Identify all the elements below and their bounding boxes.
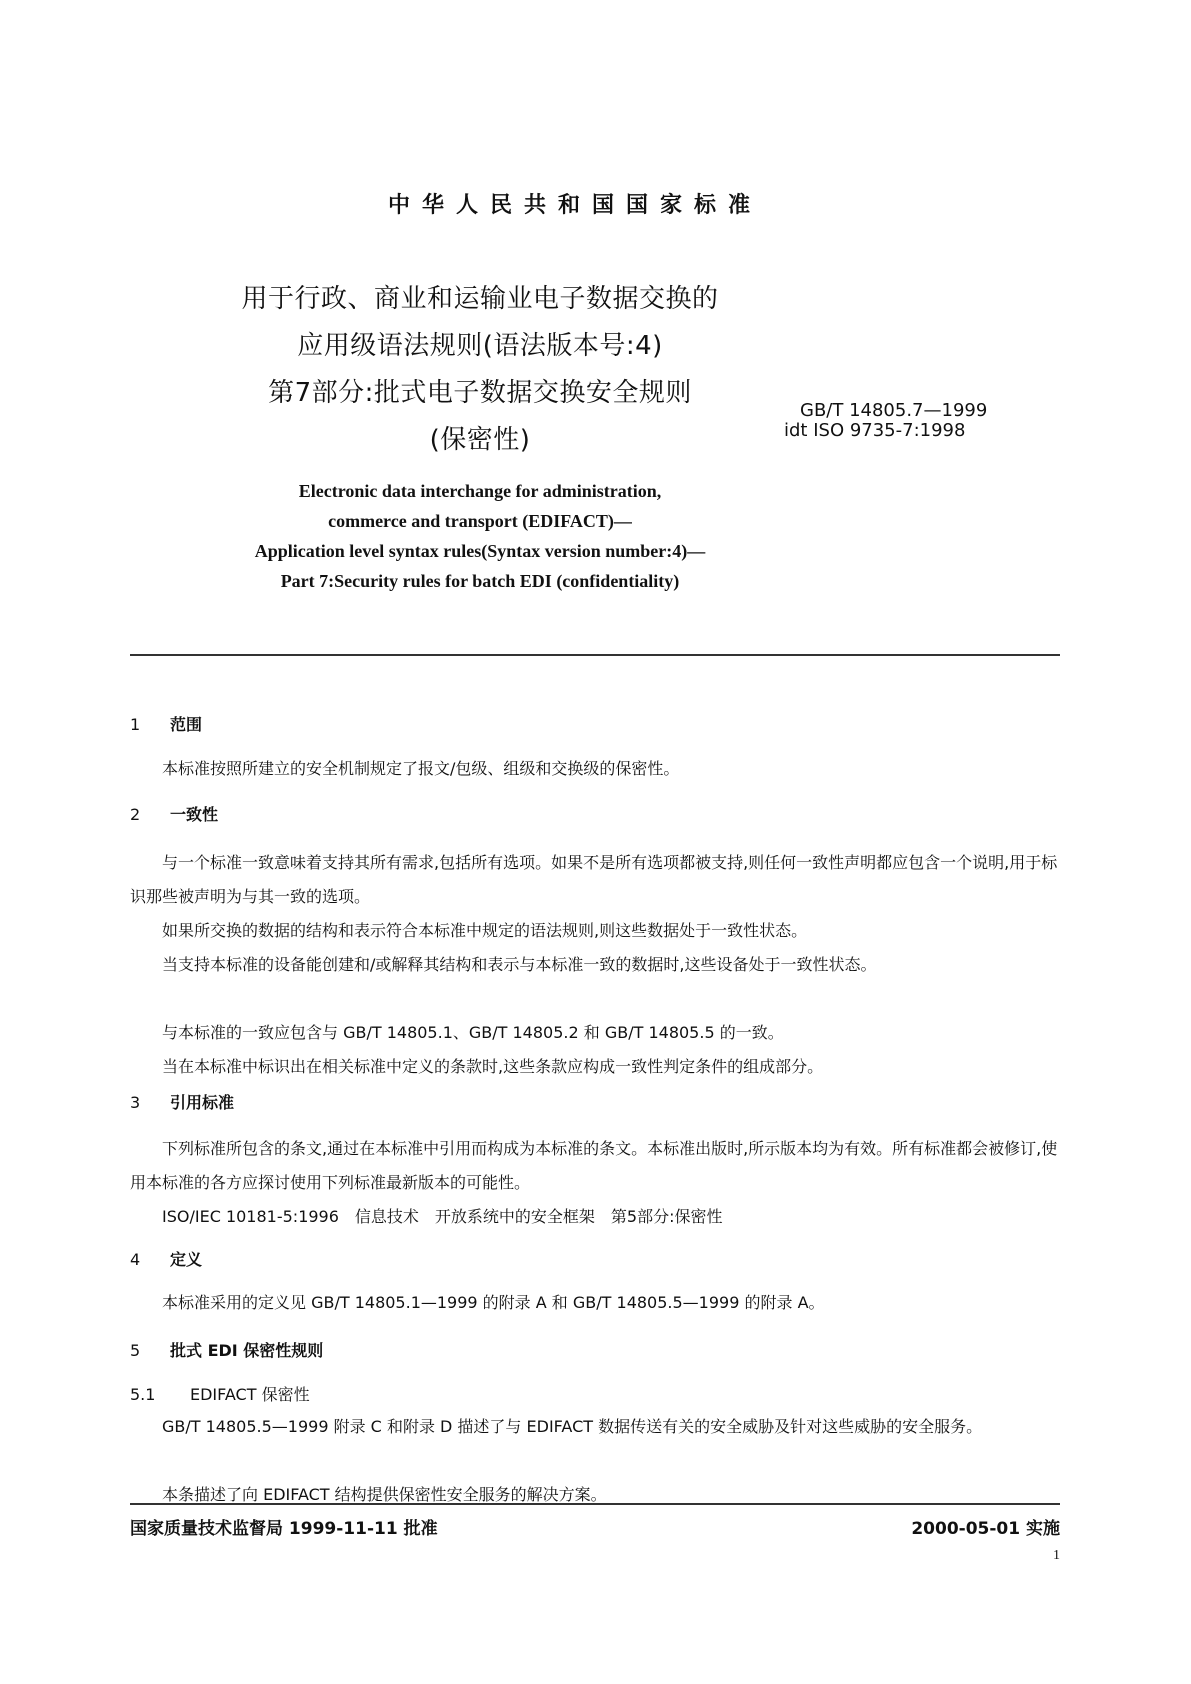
section-number: 3 xyxy=(130,1093,141,1112)
reference-item: ISO/IEC 10181-5:1996 信息技术 开放系统中的安全框架 第5部分:保密性 xyxy=(162,1207,723,1226)
paragraph: 当在本标准中标识出在相关标准中定义的条款时,这些条款应构成一致性判定条件的组成部分。 xyxy=(162,1057,824,1076)
chinese-title-line-4: (保密性) xyxy=(429,425,531,455)
paragraph: 与一个标准一致意味着支持其所有需求,包括所有选项。如果不是所有选项都被支持,则任何一致性声明都应包含一个说明,用于标识那些被声明为与其一致的选项。 xyxy=(130,853,1058,906)
chinese-title-line-1: 用于行政、商业和运输业电子数据交换的 xyxy=(241,284,719,314)
section-title: 引用标准 xyxy=(170,1093,235,1112)
chinese-title-line-2: 应用级语法规则(语法版本号:4) xyxy=(297,331,663,361)
national-standard-heading: 中华人民共和国国家标准 xyxy=(387,193,762,218)
standard-code: GB/T 14805.7—1999 xyxy=(800,400,988,421)
paragraph: 本条描述了向 EDIFACT 结构提供保密性安全服务的解决方案。 xyxy=(162,1485,607,1504)
paragraph: 本标准按照所建立的安全机制规定了报文/包级、组级和交换级的保密性。 xyxy=(162,759,680,778)
english-title-line-4: Part 7:Security rules for batch EDI (confidentiality) xyxy=(280,571,680,591)
section-number: 5 xyxy=(130,1341,141,1360)
chinese-title-line-3: 第7部分:批式电子数据交换安全规则 xyxy=(268,378,692,408)
paragraph: GB/T 14805.5—1999 附录 C 和附录 D 描述了与 EDIFACT 数据传送有关的安全威胁及针对这些威胁的安全服务。 xyxy=(162,1417,983,1436)
section-number: 4 xyxy=(130,1250,141,1269)
section-heading-1 xyxy=(130,712,202,735)
section-heading-5 xyxy=(130,1338,323,1361)
section-heading-4 xyxy=(130,1247,202,1270)
effective-date: 2000-05-01 实施 xyxy=(911,1519,1060,1539)
subsection-number: 5.1 xyxy=(130,1385,156,1404)
section-heading-3 xyxy=(130,1090,234,1113)
footer-divider xyxy=(130,1503,1060,1505)
section-number: 2 xyxy=(130,805,141,824)
idt-reference: idt ISO 9735-7:1998 xyxy=(784,420,966,441)
paragraph: 下列标准所包含的条文,通过在本标准中引用而构成为本标准的条文。本标准出版时,所示版本均为有效。所有标准都会被修订,使用本标准的各方应探讨使用下列标准最新版本的可能性。 xyxy=(130,1139,1058,1192)
english-title-line-2: commerce and transport (EDIFACT)— xyxy=(328,511,632,531)
section-title: 一致性 xyxy=(170,805,219,824)
paragraph: 与本标准的一致应包含与 GB/T 14805.1、GB/T 14805.2 和 GB/T 14805.5 的一致。 xyxy=(162,1023,784,1042)
subsection-heading-5-1 xyxy=(130,1382,310,1405)
section-title: 定义 xyxy=(170,1250,203,1269)
paragraph: 如果所交换的数据的结构和表示符合本标准中规定的语法规则,则这些数据处于一致性状态。 xyxy=(162,921,808,940)
subsection-title: EDIFACT 保密性 xyxy=(190,1385,310,1404)
section-title: 批式 EDI 保密性规则 xyxy=(170,1341,324,1360)
paragraph: 本标准采用的定义见 GB/T 14805.1—1999 的附录 A 和 GB/T 14805.5—1999 的附录 A。 xyxy=(162,1293,825,1312)
section-number: 1 xyxy=(130,715,141,734)
english-title-line-1: Electronic data interchange for administration, xyxy=(298,481,662,501)
header-divider xyxy=(130,654,1060,656)
paragraph: 当支持本标准的设备能创建和/或解释其结构和表示与本标准一致的数据时,这些设备处于一致性状态。 xyxy=(162,955,877,974)
english-title-line-3: Application level syntax rules(Syntax version number:4)— xyxy=(254,541,706,561)
page-number: 1 xyxy=(1053,1548,1060,1563)
section-heading-2 xyxy=(130,802,218,825)
approval-date: 国家质量技术监督局 1999-11-11 批准 xyxy=(130,1519,438,1539)
section-title: 范围 xyxy=(170,715,203,734)
